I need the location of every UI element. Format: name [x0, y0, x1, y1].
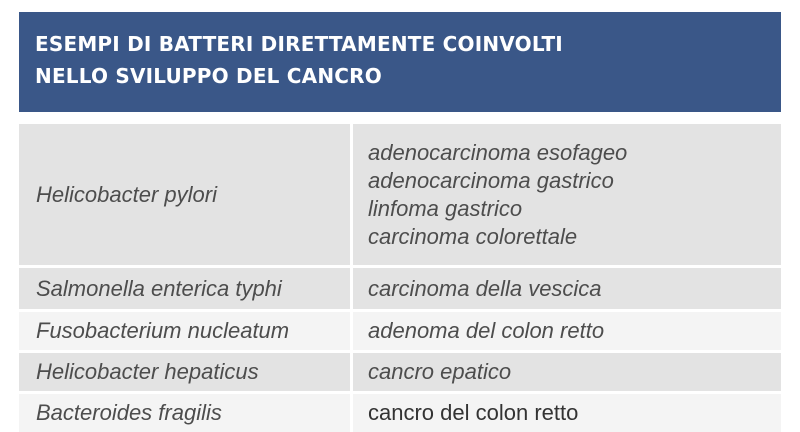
cancer-type: carcinoma della vescica: [368, 275, 602, 301]
cancer-cell: [353, 124, 781, 265]
cancer-type: cancro del colon retto: [368, 400, 579, 425]
cancer-type: adenoma del colon retto: [368, 318, 605, 343]
bacterium-name: Fusobacterium nucleatum: [36, 318, 290, 343]
table-row: [19, 268, 781, 309]
bacterium-cell: [19, 312, 350, 350]
cancer-type: linfoma gastrico: [368, 195, 523, 221]
cancer-type: adenocarcinoma gastrico: [368, 167, 614, 193]
table-body: [19, 124, 781, 432]
cancer-cell: [353, 394, 781, 432]
cancer-cell: [353, 268, 781, 309]
table-row: [19, 394, 781, 432]
bacterium-name: Salmonella enterica typhi: [36, 275, 282, 301]
bacterium-cell: [19, 268, 350, 309]
table-row: [19, 124, 781, 265]
bacterium-cell: [19, 394, 350, 432]
table-title-line-2: NELLO SVILUPPO DEL CANCRO: [35, 64, 382, 88]
bacteria-cancer-table: [19, 12, 781, 425]
bacterium-cell: [19, 124, 350, 265]
cancer-type: carcinoma colorettale: [368, 223, 578, 249]
table-row: [19, 353, 781, 391]
cancer-type: cancro epatico: [368, 359, 512, 384]
bacterium-cell: [19, 353, 350, 391]
bacterium-name: Bacteroides fragilis: [36, 400, 222, 425]
bacterium-name: Helicobacter pylori: [36, 181, 217, 207]
table-row: [19, 312, 781, 350]
cancer-type: adenocarcinoma esofageo: [368, 139, 628, 165]
cancer-cell: [353, 312, 781, 350]
bacterium-name: Helicobacter hepaticus: [36, 359, 259, 384]
cancer-cell: [353, 353, 781, 391]
table-header: [19, 12, 781, 112]
table-title-line-1: ESEMPI DI BATTERI DIRETTAMENTE COINVOLTI: [35, 32, 563, 56]
